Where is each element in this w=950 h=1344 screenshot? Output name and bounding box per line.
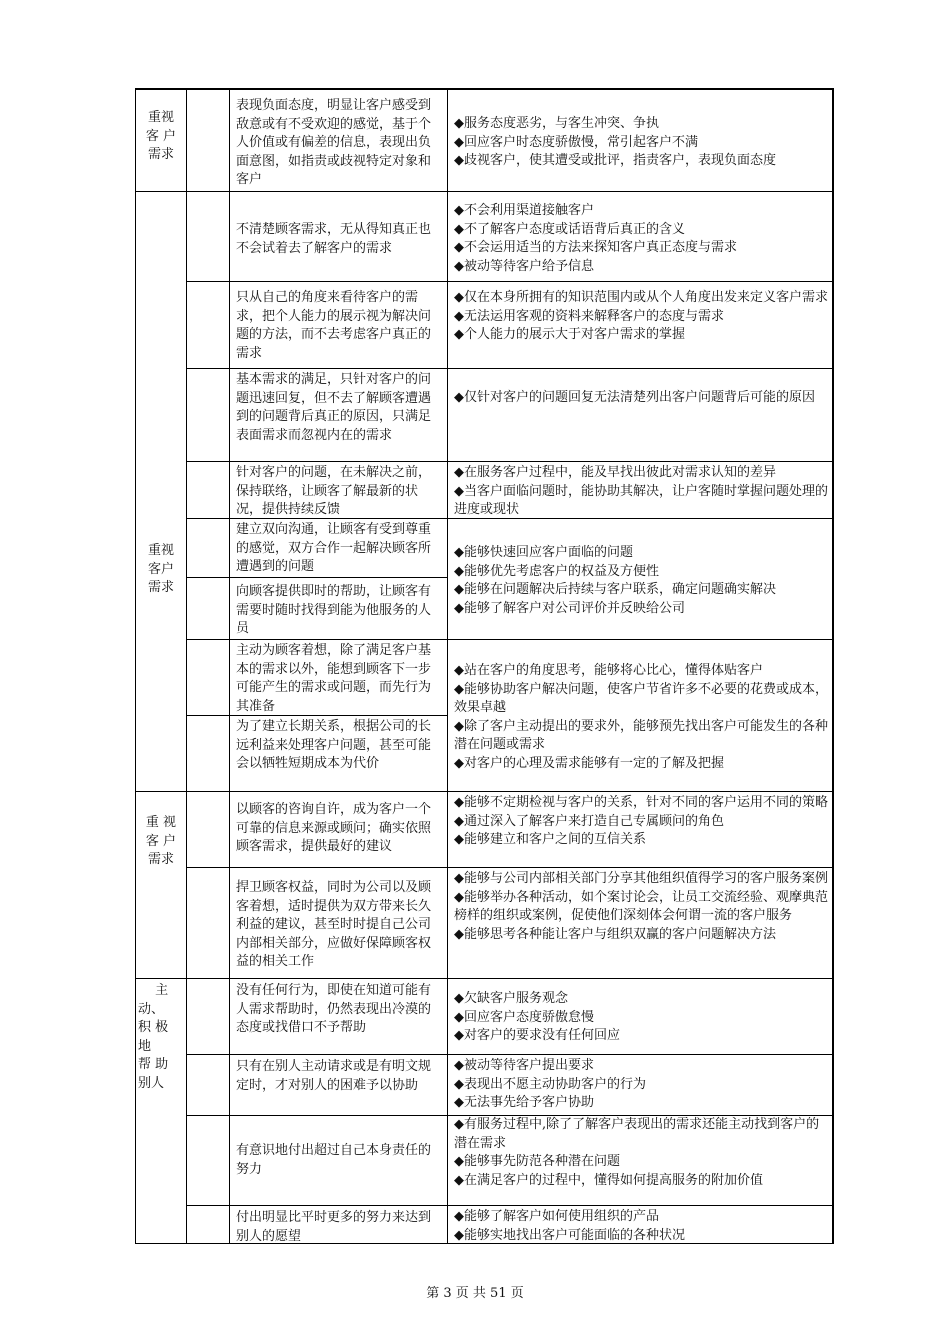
category-line: 别人 (138, 1075, 165, 1091)
indicator-item: ◆有服务过程中,除了了解客户表现出的需求还能主动找到客户的潜在需求 (454, 1117, 820, 1151)
indicator-item: ◆无法事先给予客户协助 (454, 1095, 594, 1110)
category-line: 主 (138, 983, 169, 998)
category-line: 积 极 (138, 1020, 169, 1035)
category-line: 需求 (147, 147, 174, 162)
category-cell (136, 109, 186, 165)
indicator-item: ◆歧视客户，使其遭受或批评，指责客户，表现负面态度 (454, 153, 776, 168)
category-line: 地 (138, 1038, 152, 1054)
row-divider (186, 715, 448, 716)
indicator-item: ◆能够了解客户如何使用组织的产品 (454, 1209, 659, 1224)
behavior-description: 针对客户的问题，在未解决之前，保持联络，让顾客了解最新的状况，提供持续反馈 (236, 465, 432, 517)
indicator-item: ◆被动等待客户给予信息 (454, 258, 594, 274)
indicator-item: ◆能够了解客户对公司评价并反映给公司 (454, 600, 685, 616)
behavior-indicators (454, 464, 828, 520)
indicator-item: ◆能够事先防范各种潜在问题 (454, 1154, 620, 1169)
indicator-item: ◆能够协助客户解决问题，使客户节省许多不必要的花费或成本，效果卓越 (454, 681, 828, 715)
indicator-item: ◆不会运用适当的方法来探知客户真正态度与需求 (454, 240, 737, 255)
behavior-indicators (454, 202, 828, 276)
category-line: 需求 (147, 852, 174, 867)
behavior-description: 捍卫顾客权益，同时为公司以及顾客着想，适时提供为双方带来长久利益的建议，甚至时时提自己公司内部相关部分，应做好保障顾客权益的相关工作 (236, 880, 432, 969)
category-line: 重视 (147, 543, 174, 558)
indicator-item: ◆站在客户的角度思考，能够将心比心，懂得体贴客户 (454, 663, 763, 678)
behavior-indicators (454, 794, 828, 850)
indicator-item: ◆除了客户主动提出的要求外，能够预先找出客户可能发生的各种潜在问题或需求 (454, 718, 828, 752)
page-number-footer: 第 3 页 共 51 页 (426, 1286, 524, 1301)
indicator-item: ◆仅在本身所拥有的知识范围内或从个人角度出发来定义客户需求 (454, 290, 828, 305)
category-line: 动、 (138, 1001, 165, 1017)
indicator-item: ◆能够思考各种能让客户与组织双赢的客户问题解决方法 (454, 926, 776, 942)
table-border-right (832, 88, 834, 1244)
row-divider (186, 577, 448, 578)
behavior-description: 只从自己的角度来看待客户的需求，把个人能力的展示视为解决问题的方法，而不去考虑客户真正的需求 (236, 290, 432, 361)
section-divider (135, 791, 834, 792)
category-line: 客户 (147, 561, 174, 577)
row-divider (186, 1054, 834, 1055)
indicator-item: ◆回应客户时态度骄傲慢，常引起客户不满 (454, 134, 698, 150)
behavior-description: 基本需求的满足，只针对客户的问题迅速回复，但不去了解顾客遭遇到的问题背后真正的原因，只满足表面需求而忽视内在的需求 (236, 372, 432, 443)
behavior-description: 付出明显比平时更多的努力来达到别人的愿望 (236, 1210, 432, 1244)
section-divider (135, 191, 834, 192)
behavior-description: 不清楚顾客需求，无从得知真正也不会试着去了解客户的需求 (236, 222, 432, 256)
row-divider (186, 368, 834, 369)
column-divider (186, 88, 187, 1244)
indicator-item: ◆能够举办各种活动，如个案讨论会，让员工交流经验、观摩典范榜样的组织或案例，促使他们深刻体会何谓一流的客户服务 (454, 889, 828, 923)
category-cell (138, 982, 184, 1093)
column-divider (229, 88, 230, 1244)
indicator-item: ◆能够在问题解决后持续与客户联系，确定问题确实解决 (454, 582, 776, 597)
behavior-indicators (454, 662, 828, 773)
behavior-description: 表现负面态度，明显让客户感受到敌意或有不受欢迎的感觉，基于个人价值或有偏差的信息，表现出负面意图，如指责或歧视特定对象和客户 (236, 98, 432, 187)
category-line: 客 户 (145, 833, 177, 849)
indicator-item: ◆当客户面临问题时，能协助其解决，让户客随时掌握问题处理的进度或现状 (454, 483, 828, 517)
row-divider (186, 461, 834, 462)
indicator-item: ◆对客户的要求没有任何回应 (454, 1028, 620, 1043)
indicator-item: ◆能够快速回应客户面临的问题 (454, 545, 633, 560)
category-cell (136, 542, 186, 598)
row-divider (186, 281, 834, 282)
behavior-indicators (454, 870, 828, 944)
indicator-item: ◆欠缺客户服务观念 (454, 991, 568, 1006)
behavior-description: 主动为顾客着想，除了满足客户基本的需求以外，能想到顾客下一步可能产生的需求或问题，而先行为其准备 (236, 643, 432, 714)
behavior-indicators (454, 990, 828, 1046)
indicator-item: ◆能够不定期检视与客户的关系，针对不同的客户运用不同的策略 (454, 795, 828, 810)
indicator-item: ◆仅针对客户的问题回复无法清楚列出客户问题背后可能的原因 (454, 390, 815, 405)
indicator-item: ◆能够与公司内部相关部门分享其他组织值得学习的客户服务案例 (454, 871, 828, 886)
indicator-item: ◆对客户的心理及需求能够有一定的了解及把握 (454, 755, 724, 771)
indicator-item: ◆回应客户态度骄傲怠慢 (454, 1009, 594, 1025)
behavior-description: 为了建立长期关系，根据公司的长远利益来处理客户问题，甚至可能会以牺牲短期成本为代价 (236, 719, 432, 771)
indicator-item: ◆不会利用渠道接触客户 (454, 203, 594, 218)
indicator-item: ◆服务态度恶劣，与客生冲突、争执 (454, 116, 659, 131)
behavior-description: 以顾客的咨询自许，成为客户一个可靠的信息来源或顾问；确实依照顾客需求，提供最好的建议 (236, 802, 432, 854)
behavior-indicators (454, 115, 828, 171)
behavior-indicators (454, 389, 828, 408)
behavior-indicators (454, 1116, 828, 1190)
category-line: 客 户 (145, 128, 177, 144)
behavior-description: 只有在别人主动请求或是有明文规定时，才对别人的困难予以协助 (236, 1059, 432, 1093)
row-divider (186, 1205, 834, 1206)
indicator-item: ◆能够建立和客户之间的互信关系 (454, 832, 646, 847)
behavior-indicators (454, 289, 828, 345)
behavior-description: 建立双向沟通，让顾客有受到尊重的感觉，双方合作一起解决顾客所遭遇到的问题 (236, 522, 432, 574)
behavior-indicators (454, 1208, 828, 1245)
category-line: 重 视 (145, 815, 177, 830)
indicator-item: ◆通过深入了解客户来打造自己专属顾问的角色 (454, 813, 724, 829)
indicator-item: ◆能够优先考虑客户的权益及方便性 (454, 563, 659, 579)
behavior-indicators (454, 544, 828, 618)
indicator-item: ◆能够实地找出客户可能面临的各种状况 (454, 1227, 685, 1243)
row-divider (186, 639, 834, 640)
indicator-item: ◆在服务客户过程中，能及早找出彼此对需求认知的差异 (454, 465, 776, 480)
behavior-indicators (454, 1057, 828, 1113)
indicator-item: ◆无法运用客观的资料来解释客户的态度与需求 (454, 308, 724, 324)
indicator-item: ◆表现出不愿主动协助客户的行为 (454, 1076, 646, 1092)
table-border-top (135, 88, 834, 90)
indicator-item: ◆被动等待客户提出要求 (454, 1058, 594, 1073)
indicator-item: ◆不了解客户态度或话语背后真正的含义 (454, 221, 685, 237)
category-line: 帮 助 (138, 1057, 169, 1072)
category-line: 需求 (147, 580, 174, 595)
indicator-item: ◆个人能力的展示大于对客户需求的掌握 (454, 327, 685, 342)
row-divider (186, 867, 834, 868)
category-line: 重视 (147, 110, 174, 125)
indicator-item: ◆在满足客户的过程中，懂得如何提高服务的附加价值 (454, 1172, 763, 1188)
behavior-description: 没有任何行为，即使在知道可能有人需求帮助时，仍然表现出冷漠的态度或找借口不予帮助 (236, 983, 432, 1035)
behavior-description: 向顾客提供即时的帮助，让顾客有需要时随时找得到能为他服务的人员 (236, 584, 432, 636)
behavior-description: 有意识地付出超过自己本身责任的努力 (236, 1143, 432, 1177)
section-divider (135, 978, 834, 979)
table-border-left (135, 88, 136, 1244)
category-cell (136, 814, 186, 870)
column-divider (447, 88, 448, 1244)
